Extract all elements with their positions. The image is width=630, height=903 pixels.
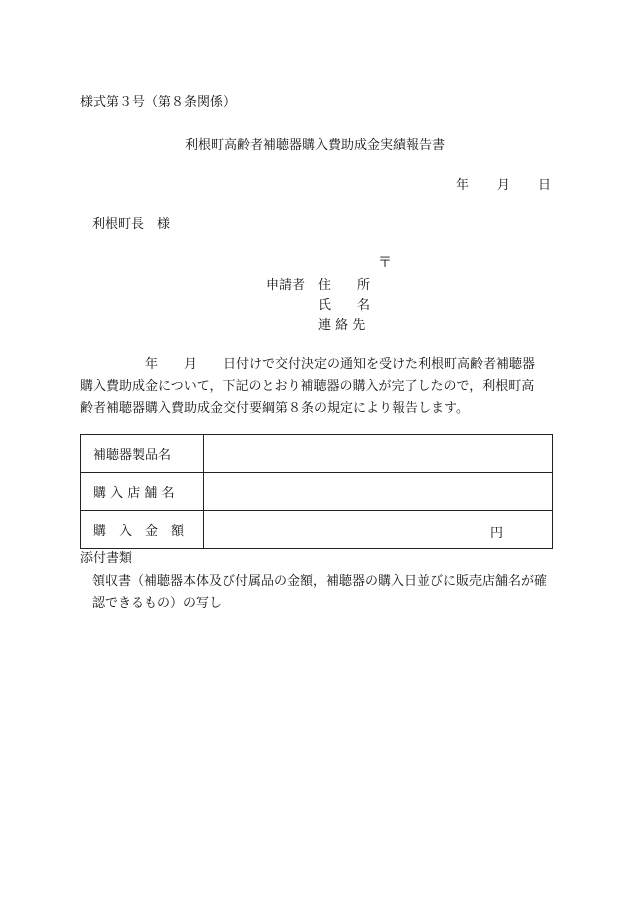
- applicant-label: 申請者: [266, 278, 306, 293]
- date-year: 年: [456, 178, 470, 193]
- body-line: 年 月 日付けで交付決定の通知を受けた利根町高齢者補聴器: [80, 357, 536, 372]
- store-name-field[interactable]: [204, 473, 553, 511]
- store-name-label: 購 入 店 舗 名: [81, 473, 204, 511]
- product-name-label: 補聴器製品名: [81, 435, 204, 473]
- table-row: [81, 435, 553, 473]
- date-month: 月: [497, 178, 511, 193]
- date-day: 日: [538, 178, 552, 193]
- body-line: 購入費助成金について，下記のとおり補聴器の購入が完了したので，利根町高: [80, 379, 535, 394]
- date-line: [456, 178, 551, 194]
- addressee: 利根町長 様: [92, 217, 171, 232]
- purchase-amount-field[interactable]: [204, 511, 553, 549]
- body-line: 齢者補聴器購入費助成金交付要綱第８条の規定により報告します。: [80, 401, 469, 416]
- document-title: 利根町高齢者補聴器購入費助成金実績報告書: [184, 138, 445, 153]
- address-label: 住 所: [318, 278, 371, 293]
- attachment-line: 領収書（補聴器本体及び付属品の金額，補聴器の購入日並びに販売店舗名が確: [92, 574, 548, 589]
- purchase-amount-label: 購 入 金 額: [81, 511, 204, 549]
- name-label: 氏 名: [318, 298, 371, 313]
- purchase-info-table: [80, 434, 553, 549]
- report-body-text: [80, 354, 560, 420]
- table-row: [81, 473, 553, 511]
- form-number: 様式第３号（第８条関係）: [80, 95, 237, 110]
- table-row: [81, 511, 553, 549]
- attachment-line: 認できるもの）の写し: [92, 596, 223, 611]
- postal-mark: 〒: [378, 255, 392, 271]
- attachments-heading: 添付書類: [80, 551, 133, 566]
- product-name-field[interactable]: [204, 435, 553, 473]
- contact-label: 連 絡 先: [318, 318, 366, 333]
- yen-unit: 円: [490, 526, 504, 541]
- attachments-text: [92, 571, 562, 615]
